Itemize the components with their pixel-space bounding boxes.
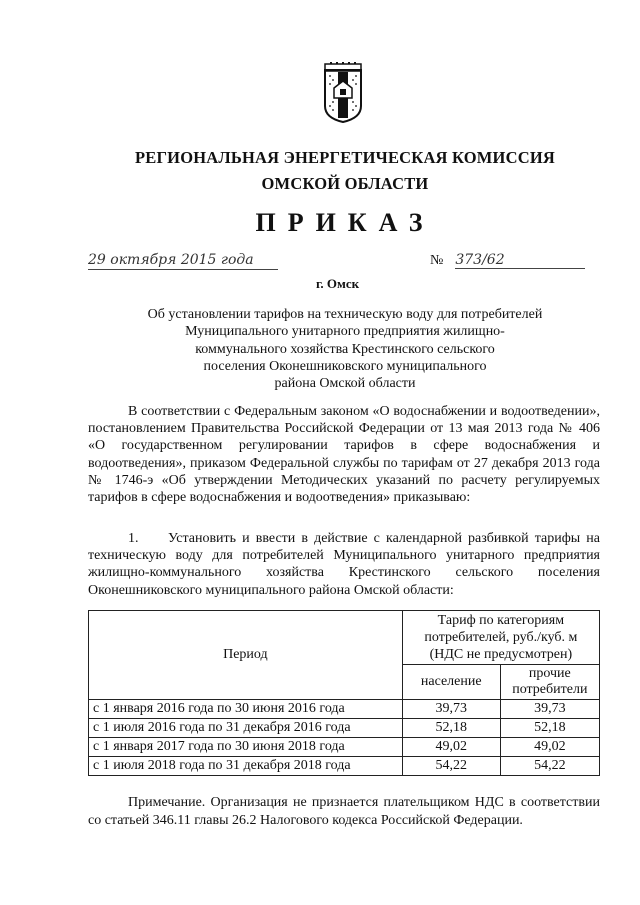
row-other-value: 49,02 (500, 738, 599, 757)
organization-name-line2: ОМСКОЙ ОБЛАСТИ (261, 174, 429, 193)
item-1-text: Установить и ввести в действие с календарной разбивкой тарифы на техническую воду для потребителей Муниципального унитарного предприятия жилищно-коммунального хозяйства Крестинского сельского поселения Оконешниковского муниципального района Омской области: (88, 531, 600, 598)
coat-of-arms-icon (321, 62, 365, 124)
header-period: Период (89, 611, 403, 700)
header-other-consumers: прочие потребители (500, 665, 599, 700)
row-other-value: 39,73 (500, 700, 599, 719)
row-other-value: 52,18 (500, 719, 599, 738)
row-population-value: 52,18 (402, 719, 500, 738)
row-other-value: 54,22 (500, 757, 599, 776)
row-population-value: 39,73 (402, 700, 500, 719)
order-subject (120, 306, 570, 392)
organization-name-line1: РЕГИОНАЛЬНАЯ ЭНЕРГЕТИЧЕСКАЯ КОМИССИЯ (135, 148, 555, 167)
row-population-value: 49,02 (402, 738, 500, 757)
table-row (89, 738, 600, 757)
row-period: с 1 января 2016 года по 30 июня 2016 года (89, 700, 403, 719)
row-population-value: 54,22 (402, 757, 500, 776)
subject-line: района Омской области (274, 376, 416, 392)
subject-line: Об установлении тарифов на техническую воду для потребителей (147, 307, 543, 322)
handwritten-date: 29 октября 2015 года (88, 252, 278, 270)
order-number (430, 252, 600, 269)
number-label: № (430, 253, 444, 268)
tariff-table (88, 610, 600, 776)
subject-line: поселения Оконешниковского муниципального (203, 358, 487, 374)
row-period: с 1 июля 2016 года по 31 декабря 2016 года (89, 719, 403, 738)
note-paragraph: Примечание. Организация не признается плательщиком НДС в соответствии со статьей 346.11 главы 26.2 Налогового кодекса Российской Федерации. (88, 795, 600, 828)
city-label: г. Омск (316, 276, 360, 291)
row-period: с 1 января 2017 года по 30 июня 2018 года (89, 738, 403, 757)
item-1-number: 1. (128, 531, 139, 546)
document-type-title: ПРИКАЗ (255, 208, 435, 237)
item-1-paragraph (88, 530, 600, 599)
row-period: с 1 июля 2018 года по 31 декабря 2018 года (89, 757, 403, 776)
header-tariff-group: Тариф по категориям потребителей, руб./куб. м (НДС не предусмотрен) (402, 611, 599, 665)
preamble-paragraph: В соответствии с Федеральным законом «О водоснабжении и водоотведении», постановлением Правительства Российской Федерации от 13 мая 2013 года № 406 «О государственном регулировании тарифов в сфере водоснабжения и водоотведения», приказом Федеральной службы по тарифам от 27 декабря 2013 года № 1746-э «Об утверждении Методических указаний по расчету регулируемых тарифов в сфере водоснабжения и водоотведения» приказываю: (88, 404, 600, 506)
table-row (89, 757, 600, 776)
handwritten-number: 373/62 (455, 252, 585, 269)
subject-line: коммунального хозяйства Крестинского сельского (195, 341, 495, 357)
header-population: население (402, 665, 500, 700)
subject-line: Муниципального унитарного предприятия жилищно- (185, 324, 505, 340)
table-row (89, 700, 600, 719)
table-row (89, 719, 600, 738)
